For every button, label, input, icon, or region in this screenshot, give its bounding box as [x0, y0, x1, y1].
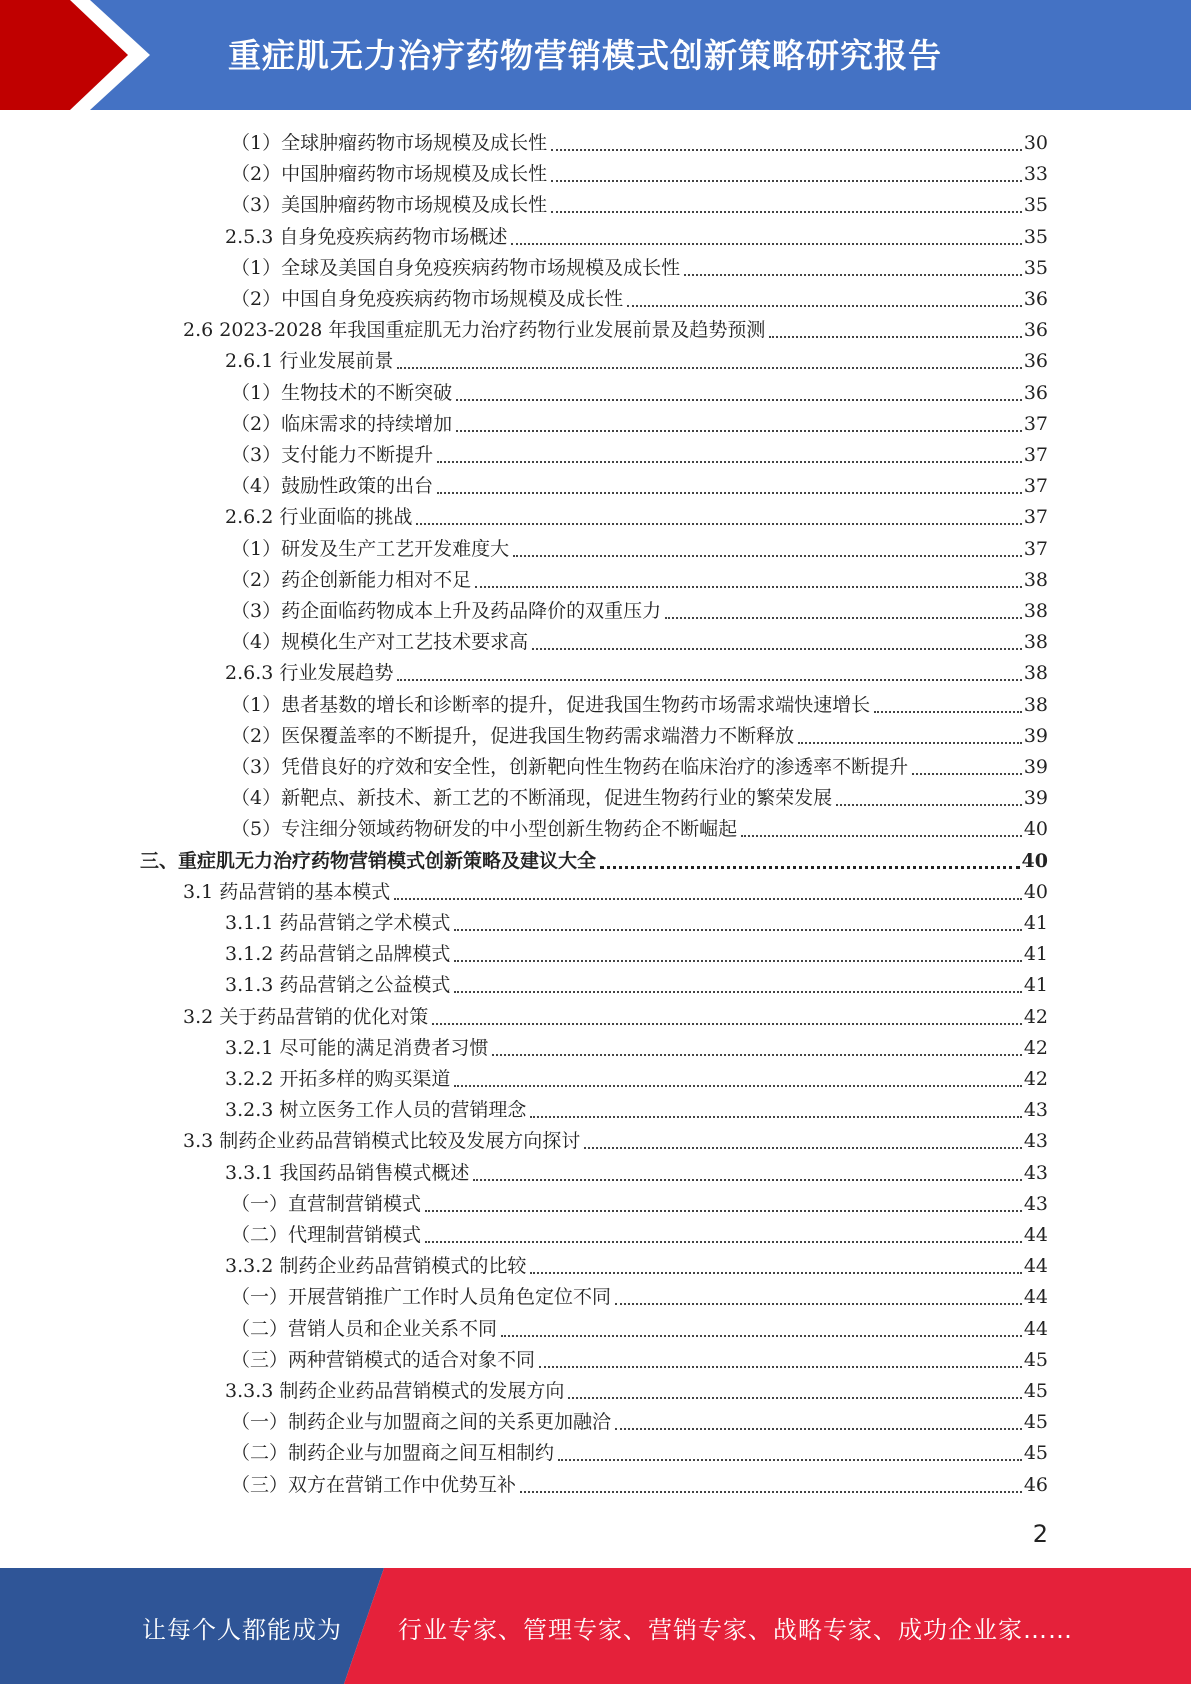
toc-entry-page: 35 [1023, 256, 1048, 279]
toc-entry-label: （二）代理制营销模式 [231, 1224, 422, 1246]
toc-entry-label: （1）患者基数的增长和诊断率的提升，促进我国生物药市场需求端快速增长 [231, 693, 871, 716]
toc-entry-page: 44 [1023, 1224, 1048, 1246]
toc-entry[interactable] [231, 627, 1048, 658]
toc-entry-label: （二）制药企业与加盟商之间互相制约 [231, 1442, 555, 1465]
toc-dot-leader [437, 491, 1022, 494]
toc-entry-label: （二）营销人员和企业关系不同 [231, 1317, 498, 1340]
toc-entry[interactable] [231, 1282, 1048, 1313]
toc-entry-page: 36 [1023, 288, 1048, 310]
toc-entry[interactable] [225, 658, 1048, 689]
toc-entry-label: 2.6.1 行业发展前景 [225, 350, 394, 373]
page-number: 2 [1032, 1520, 1048, 1548]
toc-entry-page: 37 [1023, 475, 1048, 498]
toc-entry[interactable] [231, 1345, 1048, 1376]
toc-dot-leader [397, 678, 1021, 681]
toc-dot-leader [558, 1458, 1022, 1461]
toc-entry-page: 37 [1023, 412, 1048, 435]
toc-entry-label: （一）直营制营销模式 [231, 1192, 422, 1215]
toc-entry-page: 33 [1023, 163, 1048, 186]
toc-entry-label: （一）开展营销推广工作时人员角色定位不同 [231, 1286, 612, 1309]
toc-entry[interactable] [231, 721, 1048, 752]
toc-dot-leader [394, 897, 1022, 900]
toc-entry-label: 3.2.3 树立医务工作人员的营销理念 [225, 1099, 527, 1122]
toc-dot-leader [615, 1302, 1022, 1305]
toc-entry-label: 3.2.1 尽可能的满足消费者习惯 [225, 1036, 489, 1059]
toc-entry-label: 2.6 2023-2028 年我国重症肌无力治疗药物行业发展前景及趋势预测 [183, 319, 766, 342]
toc-entry-page: 35 [1023, 194, 1048, 217]
toc-entry[interactable] [183, 1126, 1048, 1157]
toc-entry-page: 39 [1023, 724, 1048, 747]
toc-entry[interactable] [225, 502, 1048, 533]
toc-dot-leader [454, 990, 1021, 993]
toc-entry-page: 41 [1023, 974, 1048, 997]
toc-entry[interactable] [183, 1002, 1048, 1033]
toc-entry[interactable] [231, 159, 1048, 190]
toc-entry-label: 3.1.1 药品营销之学术模式 [225, 912, 451, 934]
toc-entry-page: 36 [1023, 350, 1048, 373]
toc-entry-label: 2.5.3 自身免疫疾病药物市场概述 [225, 225, 508, 248]
toc-entry[interactable] [231, 253, 1048, 284]
toc-dot-leader [769, 335, 1021, 338]
toc-dot-leader [473, 1178, 1021, 1181]
toc-entry[interactable] [225, 222, 1048, 253]
toc-dot-leader [532, 647, 1022, 650]
toc-entry-label: （三）双方在营销工作中优势互补 [231, 1473, 517, 1496]
toc-entry-page: 41 [1023, 912, 1048, 934]
toc-entry[interactable] [231, 128, 1048, 159]
toc-entry[interactable] [231, 596, 1048, 627]
toc-dot-leader [539, 1365, 1022, 1368]
toc-entry-page: 37 [1023, 506, 1048, 529]
page-footer [0, 1568, 1191, 1684]
toc-entry-label: （3）支付能力不断提升 [231, 444, 434, 466]
toc-dot-leader [615, 1427, 1022, 1430]
toc-entry-label: 3.3.2 制药企业药品营销模式的比较 [225, 1255, 527, 1278]
toc-entry-label: （2）药企创新能力相对不足 [231, 568, 472, 591]
toc-entry-page: 38 [1023, 600, 1048, 622]
toc-entry-label: 3.1 药品营销的基本模式 [183, 880, 391, 903]
toc-dot-leader [584, 1146, 1022, 1149]
toc-entry-page: 42 [1023, 1036, 1048, 1059]
toc-entry-page: 40 [1021, 849, 1048, 872]
toc-entry-label: （3）凭借良好的疗效和安全性，创新靶向性生物药在临床治疗的渗透率不断提升 [231, 756, 909, 778]
toc-dot-leader [437, 460, 1022, 463]
report-title: 重症肌无力治疗药物营销模式创新策略研究报告 [228, 36, 942, 75]
toc-entry-page: 44 [1023, 1317, 1048, 1340]
toc-entry-label: （一）制药企业与加盟商之间的关系更加融洽 [231, 1411, 612, 1434]
toc-entry-page: 43 [1023, 1161, 1048, 1184]
toc-entry-label: 3.3.3 制药企业药品营销模式的发展方向 [225, 1380, 565, 1402]
toc-dot-leader [530, 1271, 1021, 1274]
toc-dot-leader [600, 865, 1020, 869]
toc-entry-label: （2）临床需求的持续增加 [231, 412, 453, 435]
toc-entry-page: 45 [1023, 1348, 1048, 1371]
toc-entry[interactable] [231, 565, 1048, 596]
toc-entry[interactable] [231, 783, 1048, 814]
toc-entry[interactable] [231, 1314, 1048, 1345]
toc-entry-page: 43 [1023, 1192, 1048, 1215]
toc-entry[interactable] [225, 1376, 1048, 1407]
toc-entry-page: 40 [1023, 818, 1048, 841]
toc-entry[interactable] [231, 690, 1048, 721]
toc-dot-leader [511, 242, 1021, 245]
toc-dot-leader [416, 522, 1021, 525]
toc-dot-leader [454, 959, 1021, 962]
toc-entry-label: （2）中国自身免疫疾病药物市场规模及成长性 [231, 288, 624, 310]
toc-entry-page: 30 [1023, 132, 1048, 154]
toc-dot-leader [475, 585, 1022, 588]
toc-dot-leader [836, 803, 1022, 806]
toc-entry-label: 三、重症肌无力治疗药物营销模式创新策略及建议大全 [140, 849, 597, 872]
toc-entry[interactable] [225, 939, 1048, 970]
footer-slogan-right: 行业专家、管理专家、营销专家、战略专家、成功企业家…… [398, 1616, 1073, 1644]
toc-dot-leader [513, 554, 1022, 557]
toc-entry[interactable] [231, 1470, 1048, 1501]
toc-dot-leader [501, 1334, 1022, 1337]
toc-entry-label: 2.6.3 行业发展趋势 [225, 662, 394, 685]
toc-entry-label: （1）全球及美国自身免疫疾病药物市场规模及成长性 [231, 256, 681, 279]
toc-entry[interactable] [225, 346, 1048, 377]
toc-entry[interactable] [225, 1033, 1048, 1064]
toc-entry-page: 38 [1023, 631, 1048, 654]
toc-entry-page: 37 [1023, 537, 1048, 560]
toc-entry-page: 39 [1023, 787, 1048, 810]
toc-entry-page: 46 [1023, 1473, 1048, 1496]
toc-entry-label: （5）专注细分领域药物研发的中小型创新生物药企不断崛起 [231, 818, 738, 841]
toc-entry-label: （三）两种营销模式的适合对象不同 [231, 1348, 536, 1371]
toc-entry-label: （3）美国肿瘤药物市场规模及成长性 [231, 194, 548, 217]
toc-dot-leader [520, 1490, 1022, 1493]
toc-entry[interactable] [140, 846, 1048, 877]
toc-entry-label: 3.3 制药企业药品营销模式比较及发展方向探讨 [183, 1130, 581, 1153]
toc-entry[interactable] [231, 378, 1048, 409]
toc-entry[interactable] [231, 814, 1048, 845]
toc-entry[interactable] [231, 471, 1048, 502]
toc-entry-label: （2）医保覆盖率的不断提升，促进我国生物药需求端潜力不断释放 [231, 724, 795, 747]
toc-entry[interactable] [231, 534, 1048, 565]
toc-entry-label: （3）药企面临药物成本上升及药品降价的双重压力 [231, 600, 662, 622]
toc-entry-label: （2）中国肿瘤药物市场规模及成长性 [231, 163, 548, 186]
toc-dot-leader [551, 148, 1022, 151]
toc-entry-page: 38 [1023, 693, 1048, 716]
toc-dot-leader [492, 1053, 1021, 1056]
toc-entry[interactable] [231, 440, 1048, 471]
toc-entry-label: 3.3.1 我国药品销售模式概述 [225, 1161, 470, 1184]
toc-entry[interactable] [231, 409, 1048, 440]
toc-entry-page: 40 [1023, 880, 1048, 903]
toc-entry[interactable] [183, 877, 1048, 908]
page-header [0, 0, 1191, 110]
toc-dot-leader [432, 1022, 1022, 1025]
toc-dot-leader [530, 1115, 1021, 1118]
toc-entry-label: （4）规模化生产对工艺技术要求高 [231, 631, 529, 654]
toc-entry-label: 3.1.2 药品营销之品牌模式 [225, 943, 451, 966]
toc-entry-page: 44 [1023, 1255, 1048, 1278]
toc-entry-page: 45 [1023, 1442, 1048, 1465]
toc-dot-leader [741, 834, 1022, 837]
toc-dot-leader [454, 928, 1021, 931]
toc-dot-leader [454, 1084, 1021, 1087]
toc-entry-label: （4）鼓励性政策的出台 [231, 475, 434, 498]
toc-entry-page: 44 [1023, 1286, 1048, 1309]
toc-dot-leader [684, 273, 1022, 276]
toc-dot-leader [425, 1209, 1022, 1212]
toc-entry[interactable] [231, 190, 1048, 221]
toc-entry-page: 36 [1023, 381, 1048, 404]
toc-dot-leader [425, 1240, 1022, 1243]
toc-dot-leader [874, 710, 1022, 713]
toc-entry[interactable] [225, 970, 1048, 1001]
toc-entry[interactable] [231, 284, 1048, 315]
toc-entry[interactable] [225, 1095, 1048, 1126]
toc-entry[interactable] [183, 315, 1048, 346]
toc-entry-label: 3.2.2 开拓多样的购买渠道 [225, 1068, 451, 1090]
toc-entry-page: 36 [1023, 319, 1048, 342]
toc-dot-leader [627, 304, 1022, 307]
toc-entry-page: 38 [1023, 662, 1048, 685]
toc-entry-page: 43 [1023, 1099, 1048, 1122]
toc-dot-leader [798, 741, 1022, 744]
toc-dot-leader [456, 429, 1022, 432]
toc-entry[interactable] [225, 908, 1048, 939]
toc-entry[interactable] [231, 1189, 1048, 1220]
toc-dot-leader [551, 210, 1022, 213]
toc-entry-page: 37 [1023, 444, 1048, 466]
toc-entry[interactable] [225, 1064, 1048, 1095]
toc-entry-label: 3.2 关于药品营销的优化对策 [183, 1005, 429, 1028]
toc-dot-leader [551, 179, 1022, 182]
toc-dot-leader [397, 366, 1021, 369]
toc-entry-label: 3.1.3 药品营销之公益模式 [225, 974, 451, 997]
header-arrow-decoration [0, 0, 170, 110]
toc-entry-page: 38 [1023, 568, 1048, 591]
toc-entry[interactable] [225, 1251, 1048, 1282]
toc-entry[interactable] [231, 1407, 1048, 1438]
toc-entry[interactable] [231, 752, 1048, 783]
toc-entry[interactable] [231, 1220, 1048, 1251]
toc-entry-page: 43 [1023, 1130, 1048, 1153]
toc-entry-label: （1）研发及生产工艺开发难度大 [231, 537, 510, 560]
toc-dot-leader [665, 616, 1022, 619]
toc-entry-page: 42 [1023, 1068, 1048, 1090]
footer-slogan-left: 让每个人都能成为 [142, 1616, 342, 1644]
toc-entry-label: 2.6.2 行业面临的挑战 [225, 506, 413, 529]
toc-entry-label: （1）全球肿瘤药物市场规模及成长性 [231, 132, 548, 154]
toc-entry-page: 45 [1023, 1380, 1048, 1402]
toc-dot-leader [456, 398, 1022, 401]
toc-entry-page: 45 [1023, 1411, 1048, 1434]
toc-entry-label: （1）生物技术的不断突破 [231, 381, 453, 404]
toc-entry-page: 42 [1023, 1005, 1048, 1028]
toc-entry-page: 41 [1023, 943, 1048, 966]
toc-dot-leader [912, 772, 1022, 775]
toc-dot-leader [568, 1396, 1021, 1399]
toc-entry-page: 35 [1023, 225, 1048, 248]
toc-entry[interactable] [231, 1438, 1048, 1469]
toc-entry[interactable] [225, 1158, 1048, 1189]
toc-entry-page: 39 [1023, 756, 1048, 778]
toc-entry-label: （4）新靶点、新技术、新工艺的不断涌现，促进生物药行业的繁荣发展 [231, 787, 833, 810]
